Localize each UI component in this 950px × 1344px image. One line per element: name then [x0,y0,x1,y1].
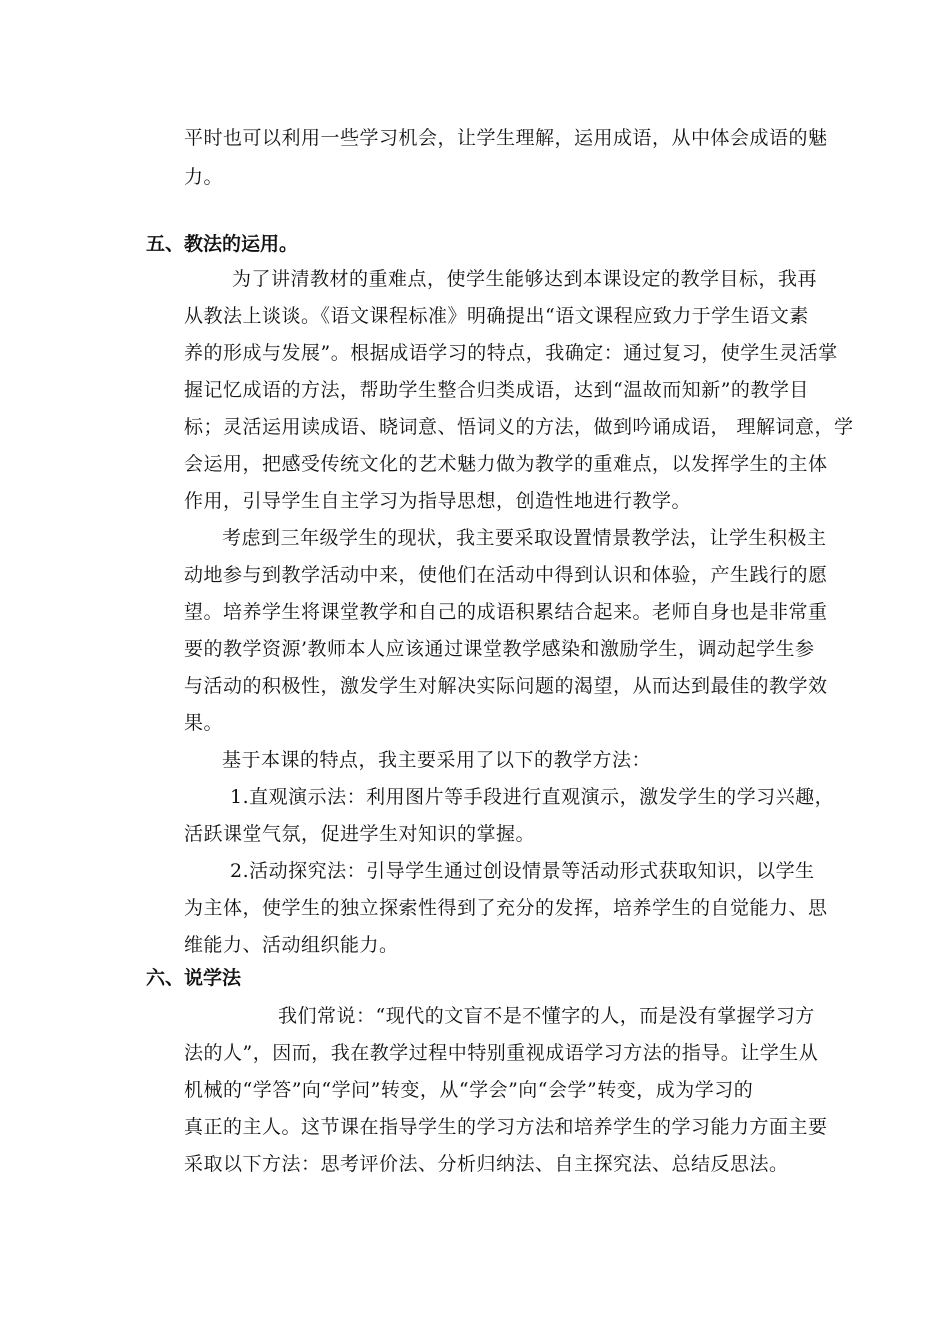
body-line: 我们常说：“现代的文盲不是不懂字的人，而是没有掌握学习方 [278,1005,815,1027]
body-line: 标；灵活运用读成语、晓词意、悟词义的方法，做到吟诵成语， 理解词意，学 [184,416,854,438]
body-line: 基于本课的特点，我主要采用了以下的教学方法： [222,749,652,771]
body-line: 动地参与到教学活动中来，使他们在活动中得到认识和体验，产生践行的愿 [184,564,828,586]
body-line: 与活动的积极性，激发学生对解决实际问题的渴望，从而达到最佳的教学效 [184,675,828,697]
body-line: 望。培养学生将课堂教学和自己的成语积累结合起来。老师自身也是非常重 [184,601,828,623]
body-line: 为了讲清教材的重难点，使学生能够达到本课设定的教学目标，我再 [232,268,818,290]
body-line: 采取以下方法：思考评价法、分析归纳法、自主探究法、总结反思法。 [184,1153,789,1175]
body-line: 维能力、活动组织能力。 [184,934,399,956]
body-line: 握记忆成语的方法，帮助学生整合归类成语，达到“温故而知新”的教学目 [184,379,809,401]
body-line: 平时也可以利用一些学习机会，让学生理解，运用成语，从中体会成语的魅 [184,127,828,149]
body-line: 法的人”，因而，我在教学过程中特别重视成语学习方法的指导。让学生从 [184,1042,819,1064]
body-line: 为主体，使学生的独立探索性得到了充分的发挥，培养学生的自觉能力、思 [184,897,828,919]
body-line: 从教法上谈谈。《语文课程标准》明确提出“语文课程应致力于学生语文素 [184,305,809,327]
body-line: 会运用，把感受传统文化的艺术魅力做为教学的重难点，以发挥学生的主体 [184,453,828,475]
section-heading: 六、说学法 [146,967,242,989]
body-line: 作用，引导学生自主学习为指导思想，创造性地进行教学。 [184,490,692,512]
section-heading: 五、教法的运用。 [146,233,299,255]
body-line: 要的教学资源’教师本人应该通过课堂教学感染和激励学生，调动起学生参 [184,638,815,660]
list-item: 2.活动探究法：引导学生通过创设情景等活动形式获取知识，以学生 [230,860,815,882]
body-line: 考虑到三年级学生的现状，我主要采取设置情景教学法，让学生积极主 [222,527,827,549]
body-line: 机械的“学答”向“学问”转变，从“学会”向“会学”转变，成为学习的 [184,1079,754,1101]
body-line: 活跃课堂气氛，促进学生对知识的掌握。 [184,823,536,845]
body-line: 果。 [184,712,224,734]
body-line: 养的形成与发展”。根据成语学习的特点，我确定：通过复习，使学生灵活掌 [184,342,838,364]
body-line: 力。 [184,166,224,188]
list-item: 1.直观演示法：利用图片等手段进行直观演示，激发学生的学习兴趣， [230,786,835,808]
body-line: 真正的主人。这节课在指导学生的学习方法和培养学生的学习能力方面主要 [184,1116,828,1138]
